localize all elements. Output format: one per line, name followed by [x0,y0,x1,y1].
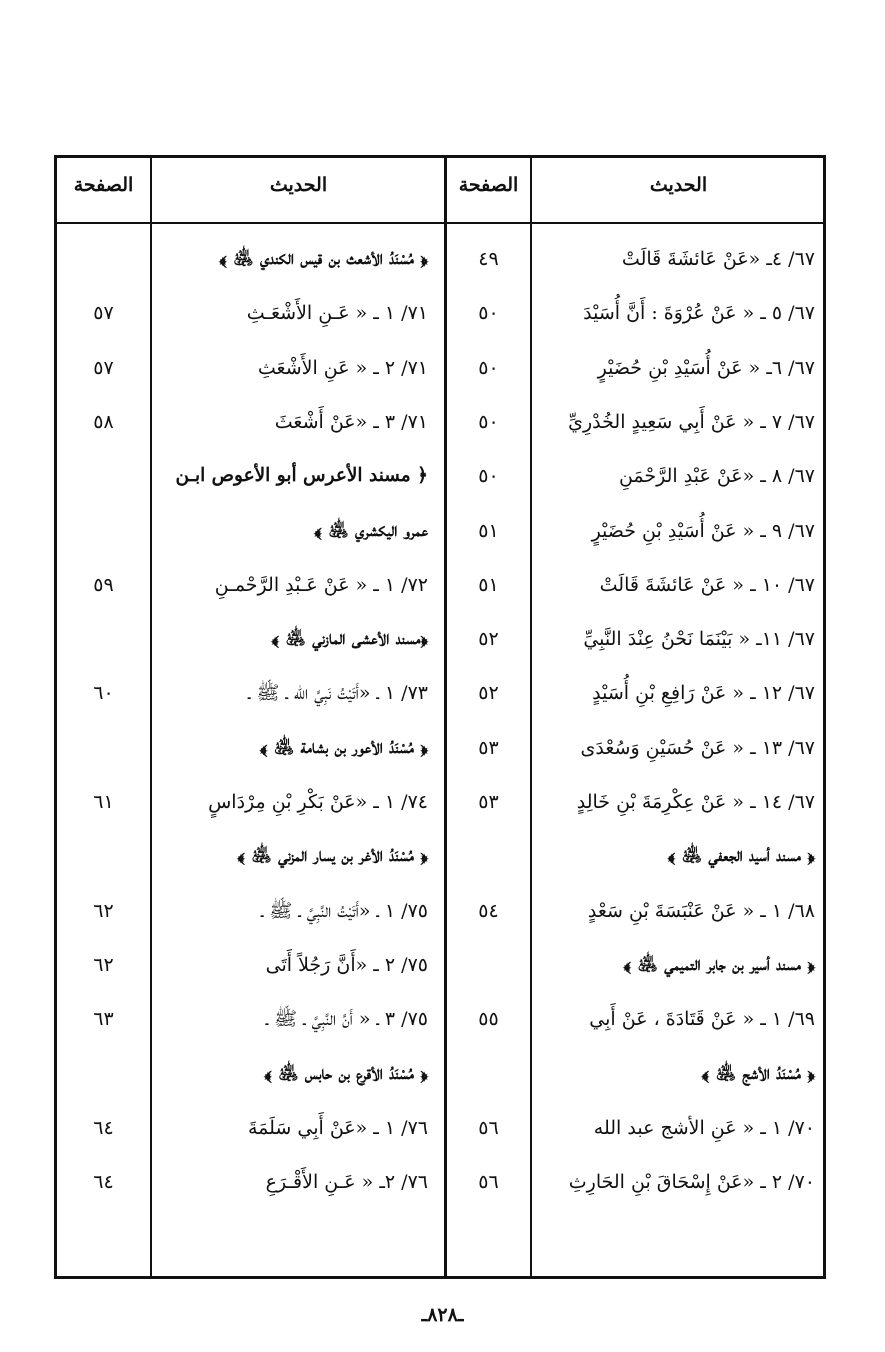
hadith-entry-right: ٦٨/ ١ ـ « عَنْ عَنْبَسَةَ بْنِ سَعْدٍ [587,899,815,922]
page-number-right: ٥١ [478,519,499,542]
page-number-left: ٦٠ [93,682,114,705]
page-number-right: ٥٣ [478,736,499,759]
hadith-entry-right: ٦٧/ ٩ ـ « عَنْ أُسَيْدِ بْنِ حُضَيْرٍ [591,519,815,542]
hadith-entry-right: ٦٧/ ٨ ـ «عَنْ عَبْدِ الرَّحْمَنِ [618,465,815,488]
hadith-entry-right: ٦٧/ ١٣ ـ « عَنْ حُسَيْنِ وَسُعْدَى [580,736,815,759]
hadith-entry-right: ٦٩/ ١ ـ « عَنْ قَتَادَةَ ، عَنْ أَبِي [589,1008,815,1031]
header-page-right: الصفحة [458,174,519,196]
hadith-entry-right: ٦٧/ ٧ ـ « عَنْ أَبِي سَعِيدٍ الخُدْرِيِّ [568,410,815,433]
hadith-entry-left: ٧٦/ ٢ـ « عَـنِ الأَقْـرَعِ [265,1171,428,1194]
header-divider [57,222,823,224]
hadith-entry-right: ٧٠/ ١ ـ « عَنِ الأشج عبد الله [593,1116,815,1139]
page-number-right: ٥٠ [478,302,499,325]
page-number-left: ٦٢ [93,953,114,976]
page-number-right: ٥٠ [478,465,499,488]
section-heading-right: ﴿ مسند أسير بن جابر التميمي ﵁ ﴾ [623,953,815,975]
page-number-left: ٥٧ [93,356,114,379]
section-heading-left: ﴿ مُسْنَدُ الأغر بن يسار المزني ﵁ ﴾ [237,845,428,867]
hadith-entry-right: ٦٧/ ١٤ ـ « عَنْ عِكْرِمَةَ بْنِ خَالِدٍ [576,791,815,813]
page-number-left: ٥٩ [93,573,114,596]
section-heading-left: ﴿ مُسْنَدُ الأعور بن بشامة ﵁ ﴾ [259,736,428,758]
section-heading-right: ﴿ مسند أسيد الجعفي ﵁ ﴾ [667,845,815,867]
header-page-left: الصفحة [73,174,134,196]
page-number: ـ٨٢٨ـ [421,1304,464,1326]
hadith-entry-right: ٦٧/ ٤ـ «عَنْ عَائشَةَ قَالَتْ [621,248,815,270]
hadith-entry-right: ٧٠/ ٢ ـ «عَنْ إِسْحَاقَ بْنِ الحَارِثِ [568,1171,815,1194]
hadith-entry-right: ٦٧/ ٥ ـ « عَنْ عُرْوَةَ : أَنَّ أُسَيْدَ [583,302,815,325]
page-number-left: ٥٨ [93,410,114,433]
section-heading-left: ﴿ مسند الأعرس أبو الأعوص ابـن [175,465,428,487]
page-number-left: ٦٣ [93,1008,114,1031]
hadith-entry-left: ٧١/ ١ ـ « عَـنِ الأَشْعَـثِ [246,302,428,325]
page-number-right: ٥٤ [478,899,499,922]
page-number-right: ٥٠ [478,356,499,379]
header-hadith-left: الحديث [269,174,328,196]
page-number-right: ٤٩ [478,248,499,270]
page-number-right: ٥٣ [478,791,499,813]
hadith-entry-right: ٦٧/ ٦ـ « عَنْ أُسَيْدِ بْنِ حُضَيْرٍ [597,356,815,379]
hadith-entry-left: ٧١/ ٢ ـ « عَنِ الأَشْعَثِ [257,356,428,379]
hadith-entry-right: ٦٧/ ١٠ ـ « عَنْ عَائشَةَ قَالَتْ [599,573,815,596]
hadith-entry-right: ٦٧/ ١٢ ـ « عَنْ رَافِعِ بْنِ أُسَيْدٍ [592,682,815,705]
index-table [54,155,826,1279]
column-divider [150,158,152,1276]
hadith-entry-left: ٧٥/ ٢ ـ «أَنَّ رَجُلاً أَتَى [265,953,428,976]
page-number-right: ٥٦ [478,1116,499,1139]
page-number-left: ٦١ [93,791,114,813]
page-number-right: ٥٢ [478,682,499,705]
page-number-left: ٥٧ [93,302,114,325]
page-number-left: ٦٤ [93,1116,114,1139]
page-number-left: ٦٤ [93,1171,114,1194]
page-number-left: ٦٢ [93,899,114,922]
page-number-right: ٥٠ [478,410,499,433]
hadith-entry-left: ٧٢/ ١ ـ « عَنْ عَـبْدِ الرَّحْمـنِ [214,573,428,596]
page-number-right: ٥٢ [478,628,499,651]
page-number-right: ٥١ [478,573,499,596]
page-number-right: ٥٥ [478,1008,499,1031]
hadith-entry-left: ٧٥/ ١ ـ «أَتَيْتُ النَّبِيَّ ـ ﷺ ـ [260,899,428,922]
hadith-entry-right: ٦٧/ ١١ـ « بَيْنَمَا نَحْنُ عِنْدَ النَّبِيِّ [583,628,815,651]
hadith-entry-left: ٧١/ ٣ ـ «عَنْ أَشْعَثَ [274,410,428,433]
column-divider [530,158,532,1276]
section-heading-left: ﴿مسند الأعشى المازني ﵁ ﴾ [271,628,428,650]
page-number-right: ٥٦ [478,1171,499,1194]
hadith-entry-left: ٧٣/ ١ ـ «أَتَيْتُ نَبِيَّ الله ـ ﷺ ـ [248,682,428,705]
header-hadith-right: الحديث [649,174,708,196]
hadith-entry-left: ٧٤/ ١ ـ «عَنْ بَكْرِ بْنِ مِرْدَاسٍ [208,791,428,813]
section-heading-left: ﴿ مُسْنَدُ الأقرع بن حابس ﵁ ﴾ [264,1062,428,1084]
hadith-entry-left: ٧٦/ ١ ـ «عَنْ أَبِي سَلَمَةَ [247,1116,428,1139]
section-heading-left: ﴿ مُسْنَدُ الأشعث بن قيس الكندي ﵁ ﴾ [219,248,428,269]
section-heading-right: ﴿ مُسْنَدُ الأشج ﵁ ﴾ [701,1062,815,1084]
section-heading-left: عمرو اليكشري ﵁ ﴾ [314,519,428,541]
hadith-entry-left: ٧٥/ ٣ ـ « أَنَّ النَّبِيَّ ـ ﷺ ـ [265,1008,428,1031]
